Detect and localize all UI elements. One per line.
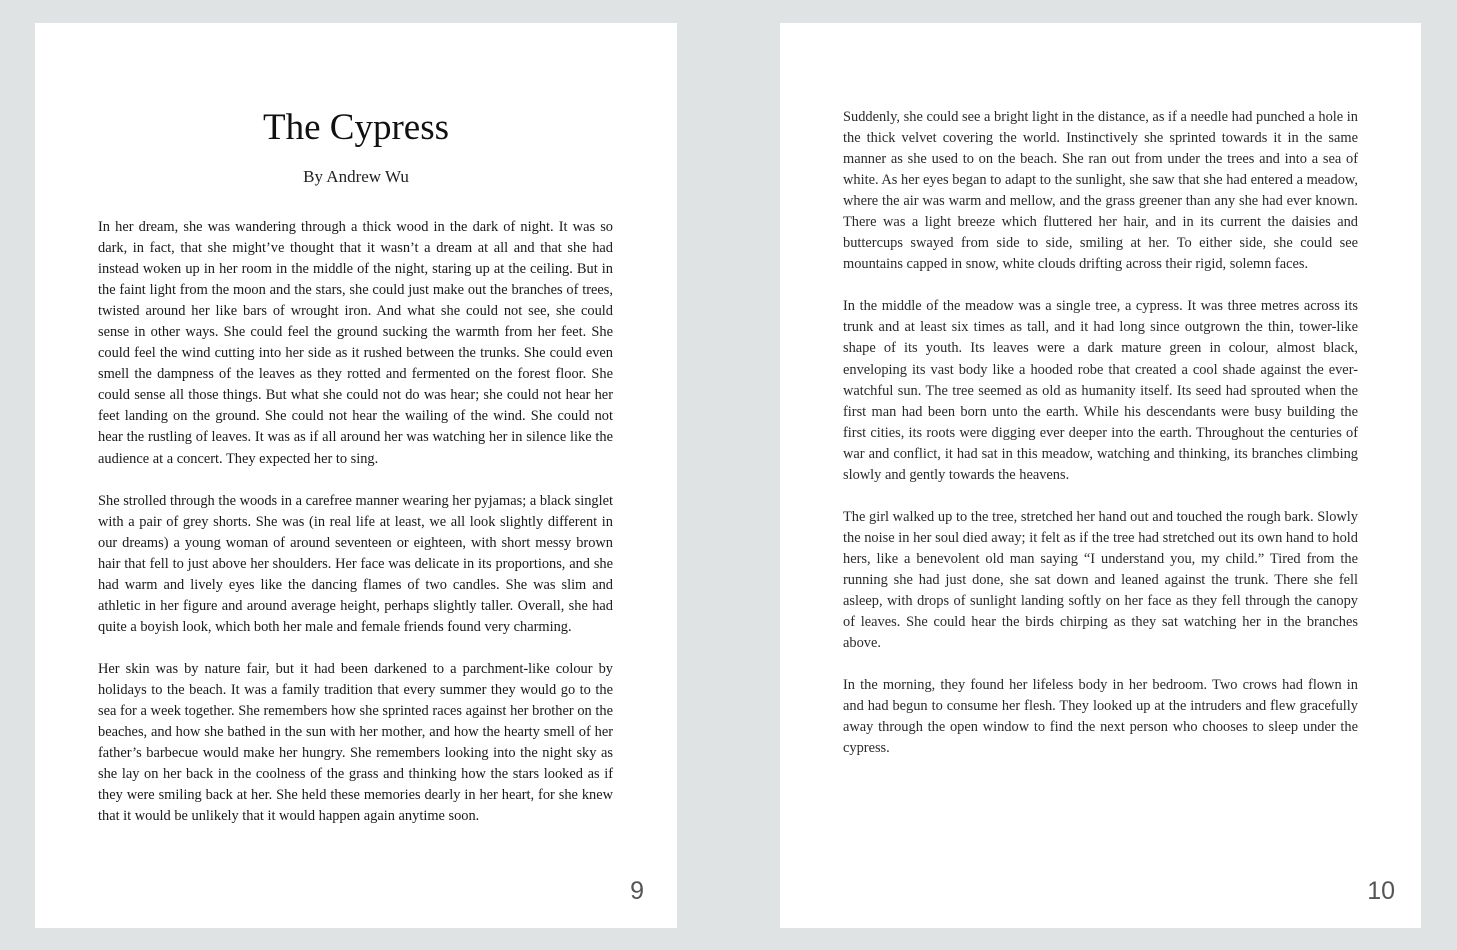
page-number: 9 bbox=[630, 877, 644, 905]
paragraph: In the middle of the meadow was a single tree, a cypress. It was three metres across its trunk and at least six times as tall, and it had long since outgrown the thin, tower-like shape of its youth. Its leaves were a dark mature green in colour, almost black, enveloping its vast body like a hooded robe that created a cool shade against the ever-watchful sun. The tree seemed as old as humanity itself. Its seed had sprouted when the first man had been born unto the earth. While his descendants were busy building the first cities, its roots were digging ever deeper into the earth. Throughout the centuries of war and conflict, it had sat in this meadow, watching and thinking, its branches climbing slowly and gently towards the heavens. bbox=[843, 298, 1358, 483]
story-author: By Andrew Wu bbox=[303, 167, 409, 186]
paragraph: In the morning, they found her lifeless body in her bedroom. Two crows had flown in and had begun to consume her flesh. They looked up at the intruders and flew gracefully away through the open window to find the next person who chooses to sleep under the cypress. bbox=[843, 677, 1358, 757]
left-page-body bbox=[98, 217, 613, 848]
paragraph: Suddenly, she could see a bright light in the distance, as if a needle had punched a hole in the thick velvet covering the world. Instinctively she sprinted towards it in the same manner as she used to on the beach. She ran out from under the trees and into a sea of white. As her eyes began to adapt to the sunlight, she saw that she had entered a meadow, where the air was warm and mellow, and the grass greener than any she had ever known. There was a light breeze which fluttered her hair, and in its current the daisies and buttercups swayed from side to side, smiling at her. To either side, she could see mountains capped in snow, white clouds drifting across their rigid, solemn faces. bbox=[843, 109, 1358, 273]
paragraph: Her skin was by nature fair, but it had been darkened to a parchment-like colour by holidays to the beach. It was a family tradition that every summer they would go to the sea for a week together. She remembers how she sprinted races against her brother on the beaches, and how she bathed in the sun with her mother, and how the hearty smell of her father’s barbecue would make her hungry. She remembers looking into the night sky as she lay on her back in the coolness of the grass and thinking how the stars looked as if they were smiling back at her. She held these memories dearly in her heart, for she knew that it would be unlikely that it would happen again anytime soon. bbox=[98, 660, 613, 825]
left-page bbox=[35, 23, 677, 928]
paragraph: In her dream, she was wandering through a thick wood in the dark of night. It was so dark, in fact, that she might’ve thought that it wasn’t a dream at all and that she had instead woken up in her room in the middle of the night, staring up at the ceiling. But in the faint light from the moon and the stars, she could just make out the branches of trees, twisted around her like bars of wrought iron. And what she could not see, she could sense in other ways. She could feel the ground sucking the warmth from her feet. She could feel the wind cutting into her side as it rushed between the trunks. She could even smell the dampness of the leaves as they rotted and fermented on the forest floor. She could sense all those things. But what she could not do was hear; she could not hear her feet landing on the ground. She could not hear the wailing of the wind. She could not hear the rustling of leaves. It was as if all around her was watching her in silence like the audience at a concert. They expected her to sing. bbox=[98, 219, 613, 467]
paragraph: She strolled through the woods in a carefree manner wearing her pyjamas; a black singlet with a pair of grey shorts. She was (in real life at least, we all look slightly different in our dreams) a young woman of around seventeen or eighteen, with short messy brown hair that fell to just above her shoulders. Her face was delicate in its proportions, and she had warm and lively eyes like the dancing flames of two candles. She was slim and athletic in her figure and around average height, perhaps slightly taller. Overall, she had quite a boyish look, which both her male and female friends found very charming. bbox=[98, 492, 613, 635]
story-title: The Cypress bbox=[263, 107, 449, 148]
right-page-body bbox=[843, 107, 1358, 780]
right-page bbox=[780, 23, 1421, 928]
paragraph: The girl walked up to the tree, stretched her hand out and touched the rough bark. Slowly the noise in her soul died away; it felt as if the tree had stretched out its own hand to hold hers, like a benevolent old man saying “I understand you, my child.” Tired from the running she had just done, she sat down and leaned against the trunk. There she fell asleep, with drops of sunlight landing softly on her face as they fell through the canopy of leaves. She could hear the birds chirping as they sat watching her in the branches above. bbox=[843, 508, 1358, 652]
page-number: 10 bbox=[1367, 877, 1395, 905]
